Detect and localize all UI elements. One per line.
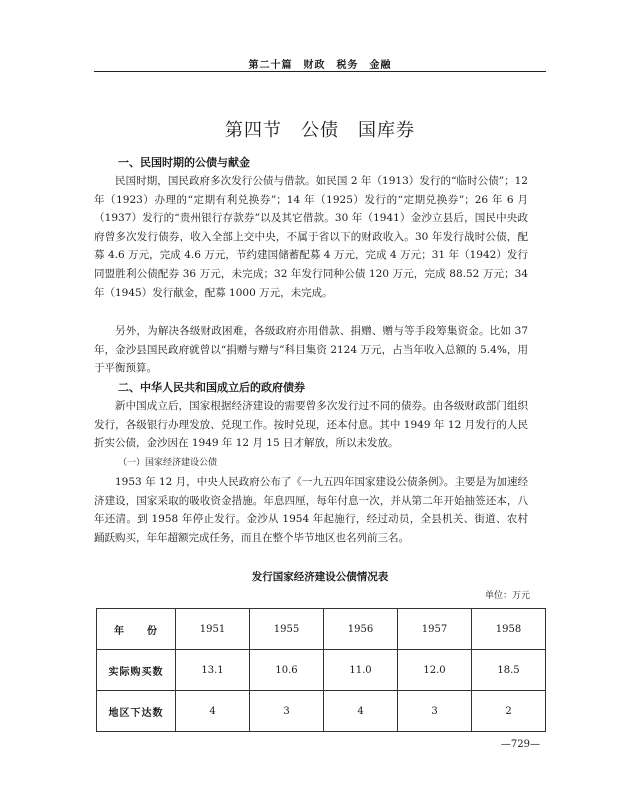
year-cell: 1955 bbox=[250, 609, 324, 650]
page-number: —729— bbox=[500, 739, 540, 750]
year-cell: 1956 bbox=[324, 609, 398, 650]
purchase-cell: 18.5 bbox=[472, 650, 546, 691]
quota-cell: 3 bbox=[250, 691, 324, 732]
part1-paragraph-1: 民国时期，国民政府多次发行公债与借款。如民国 2 年（1913）发行的“临时公债”；12 年（1923）办理的“定期有利兑换券”；14 年（1925）发行的“定期兑换券”；26 年 6 月（1937）发行的“贵州银行存款券”以及其它借款。30 年（1941）金沙立县后，国民中央政府曾多次发行债券，收入全部上交中央，不属于省以下的财政收入。30 年发行战时公债，配募 4.6 万元，完成 4.6 万元，节约建国储蓄配募 4 万元，完成 4 万元；31 年（1942）发行同盟胜利公债配券 36 万元，未完成；32 年发行同种公债 120 万元，完成 88.52 万元；34 年（1945）发行献金，配募 1000 万元，未完成。 bbox=[94, 175, 528, 299]
purchase-cell: 13.1 bbox=[176, 650, 250, 691]
part1-heading: 一、民国时期的公债与献金 bbox=[118, 156, 250, 169]
purchase-label-cell: 实际购买数 bbox=[97, 650, 176, 691]
table-unit: 单位：万元 bbox=[484, 591, 530, 601]
year-cell: 1958 bbox=[472, 609, 546, 650]
quota-cell: 3 bbox=[398, 691, 472, 732]
year-cell: 1951 bbox=[176, 609, 250, 650]
quota-label-cell: 地区下达数 bbox=[97, 691, 176, 732]
year-label-cell: 年 份 bbox=[97, 609, 176, 650]
quota-cell: 2 bbox=[472, 691, 546, 732]
bond-table bbox=[96, 608, 546, 732]
table-row-years bbox=[97, 609, 546, 650]
table-title: 发行国家经济建设公债情况表 bbox=[251, 571, 389, 583]
purchase-cell: 11.0 bbox=[324, 650, 398, 691]
table-row-purchases bbox=[97, 650, 546, 691]
purchase-cell: 10.6 bbox=[250, 650, 324, 691]
quota-cell: 4 bbox=[324, 691, 398, 732]
part2-subheading: （一）国家经济建设公债 bbox=[118, 458, 218, 468]
part2-heading: 二、中华人民共和国成立后的政府债券 bbox=[118, 381, 305, 394]
table-row-quotas bbox=[97, 691, 546, 732]
part1-paragraph-2: 另外，为解决各级财政困难，各级政府亦用借款、捐赠、赠与等手段筹集资金。比如 37 年，金沙县国民政府就曾以“捐赠与赠与”科目集资 2124 万元，占当年收入总额的 5.4%，用于平衡预算。 bbox=[94, 325, 528, 375]
part2-paragraph-2: 1953 年 12 月，中央人民政府公布了《一九五四年国家建设公债条例》。主要是为加速经济建设，国家采取的吸收资金措施。年息四厘，每年付息一次，并从第二年开始抽签还本，八年还清。到 1958 年停止发行。金沙从 1954 年起施行，经过动员，全县机关、街道、农村踊跃购买，年年超额完成任务，而且在整个毕节地区也名列前三名。 bbox=[94, 476, 528, 544]
purchase-cell: 12.0 bbox=[398, 650, 472, 691]
part2-paragraph-1: 新中国成立后，国家根据经济建设的需要曾多次发行过不同的债券。由各级财政部门组织发行，各级银行办理发放、兑现工作。按时兑现，还本付息。其中 1949 年 12 月发行的人民折实公债，金沙因在 1949 年 12 月 15 日才解放，所以未发放。 bbox=[94, 400, 528, 450]
header-rule bbox=[94, 71, 546, 72]
section-title: 第四节 公债 国库券 bbox=[225, 120, 415, 141]
running-header: 第二十篇 财政 税务 金融 bbox=[248, 60, 392, 71]
quota-cell: 4 bbox=[176, 691, 250, 732]
year-cell: 1957 bbox=[398, 609, 472, 650]
